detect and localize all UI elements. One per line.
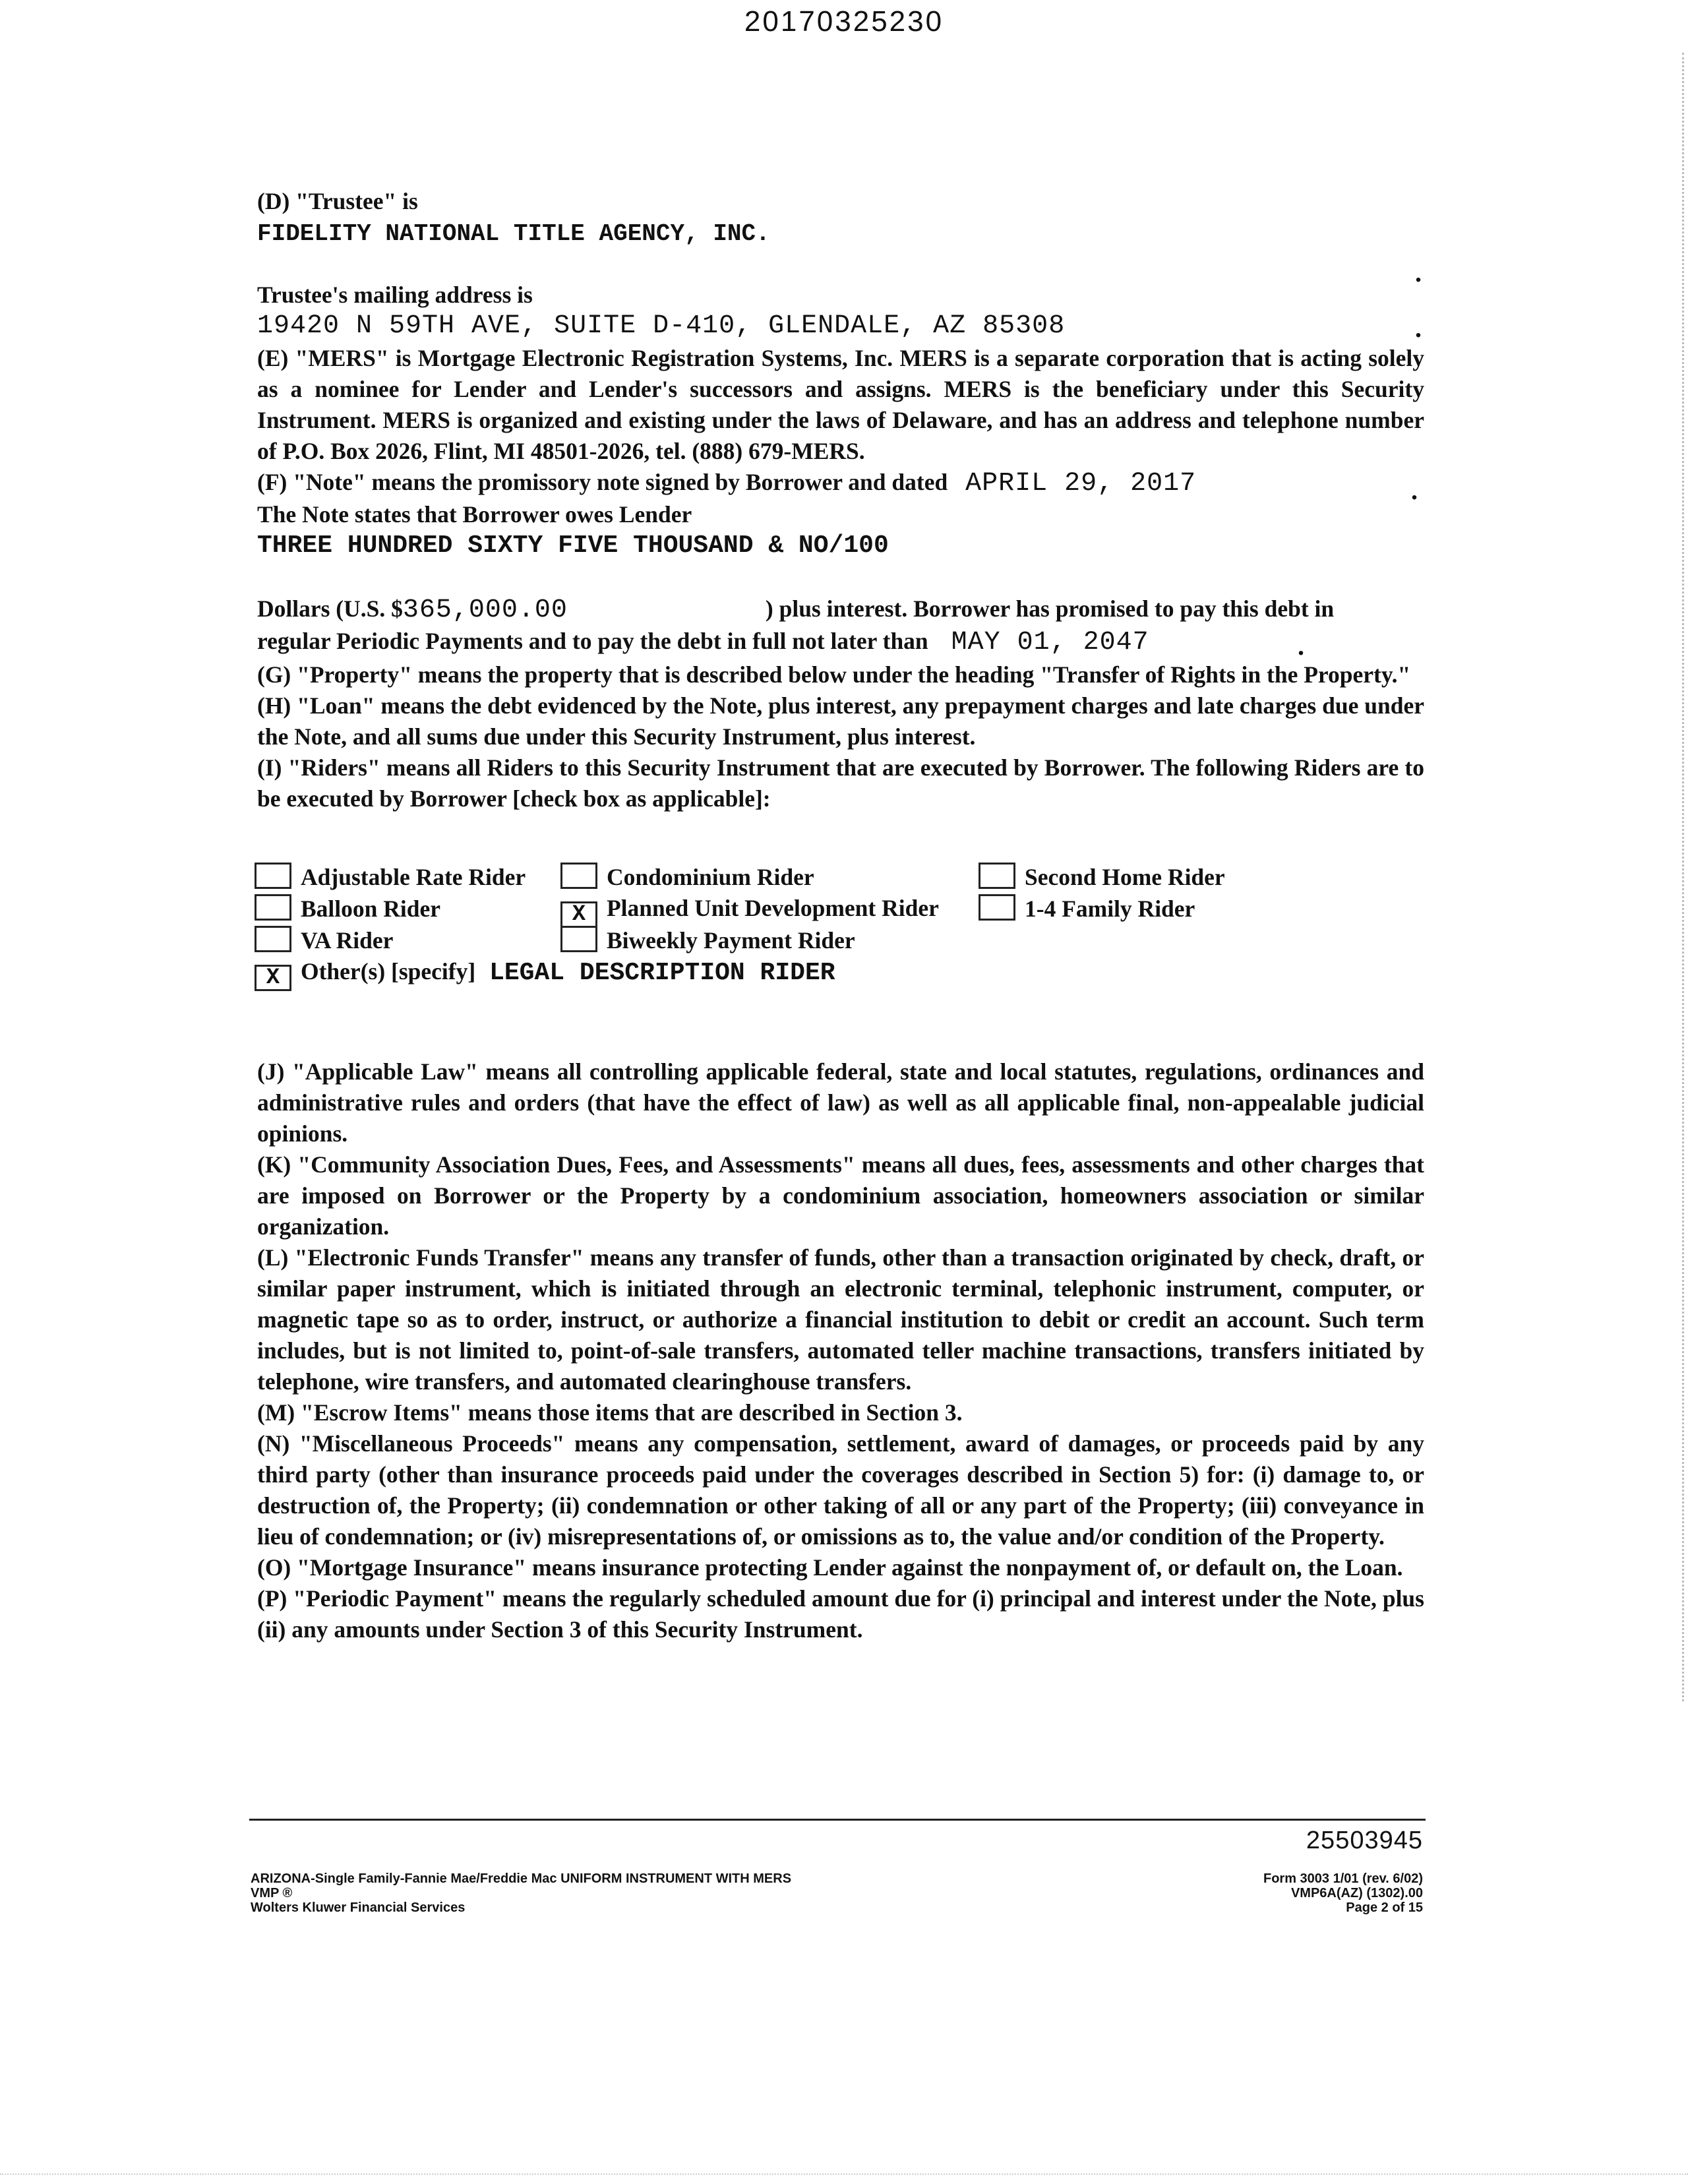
trail-dot: . xyxy=(1415,258,1422,288)
riders-definition: (I) "Riders" means all Riders to this Security Instrument that are executed by Borrower. The following Riders are to be executed by Borrower [check box as applicable]: xyxy=(257,754,1424,812)
definition-g-h-i xyxy=(257,659,1424,814)
other-rider-value: LEGAL DESCRIPTION RIDER xyxy=(489,959,835,987)
rider-label: Condominium Rider xyxy=(607,864,814,890)
note-amount: 365,000.00 xyxy=(402,595,568,625)
rider-label: VA Rider xyxy=(301,927,394,954)
rider-label: Balloon Rider xyxy=(301,895,441,922)
mers-definition: (E) "MERS" is Mortgage Electronic Registration Systems, Inc. MERS is a separate corporation that is acting solely as a nominee for Lender and Lender's successors and assigns. MERS is the beneficiary under this Security Instrument. MERS is organized and existing under the laws of Delaware, and has an address and telephone number of P.O. Box 2026, Flint, MI 48501-2026, tel. (888) 679-MERS. xyxy=(257,345,1424,464)
rider-label: Biweekly Payment Rider xyxy=(607,927,855,954)
footer-right-line3: Page 2 of 15 xyxy=(1346,1900,1423,1915)
definition-periodic-payment: (P) "Periodic Payment" means the regularly scheduled amount due for (i) principal and interest under the Note, plus (ii) any amounts under Section 3 of this Security Instrument. xyxy=(257,1585,1424,1643)
footer-right-line2: VMP6A(AZ) (1302).00 xyxy=(1290,1886,1423,1900)
note-owes-label: The Note states that Borrower owes Lender xyxy=(257,501,692,528)
note-date: APRIL 29, 2017 xyxy=(965,469,1197,499)
trail-dot: . xyxy=(1411,475,1418,505)
rider-adjustable-rate xyxy=(255,863,526,891)
checkbox-balloon[interactable] xyxy=(255,894,291,921)
scan-bottom-artifact xyxy=(0,2172,1688,2175)
rider-planned-unit xyxy=(560,894,939,928)
rider-condominium xyxy=(560,863,814,891)
scan-edge-artifact xyxy=(1679,53,1684,1701)
rider-label: 1-4 Family Rider xyxy=(1025,895,1195,922)
payments-label: regular Periodic Payments and to pay the debt in full not later than xyxy=(257,628,928,654)
rider-label: Other(s) [specify] xyxy=(301,958,476,985)
definition-miscellaneous-proceeds: (N) "Miscellaneous Proceeds" means any compensation, settlement, award of damages, or proceeds paid by any third party (other than insurance proceeds paid under the coverages described in Section 5) for: (i) damage to, or destruction of, the Property; (ii) condemnation or other taking of all or any part of the Property; (iii) conveyance in lieu of condemnation; or (iv) misrepresentations of, or omissions as to, the value and/or condition of the Property. xyxy=(257,1430,1424,1550)
definition-electronic-funds: (L) "Electronic Funds Transfer" means any transfer of funds, other than a transaction originated by check, draft, or similar paper instrument, which is initiated through an electronic terminal, telephonic instrument, computer, or magnetic tape so as to order, instruct, or authorize a financial institution to debit or credit an account. Such term includes, but is not limited to, point-of-sale transfers, automated teller machine transactions, transfers initiated by telephone, wire transfers, and automated clearinghouse transfers. xyxy=(257,1244,1424,1395)
footer-right-line1: Form 3003 1/01 (rev. 6/02) xyxy=(1263,1871,1423,1886)
rider-label: Adjustable Rate Rider xyxy=(301,864,526,890)
loan-definition: (H) "Loan" means the debt evidenced by the Note, plus interest, any prepayment charges and late charges due under the Note, and all sums due under this Security Instrument, plus interest. xyxy=(257,692,1424,750)
note-label: (F) "Note" means the promissory note signed by Borrower and dated xyxy=(257,469,948,495)
trustee-address: 19420 N 59TH AVE, SUITE D-410, GLENDALE, AZ 85308 xyxy=(257,311,1066,341)
note-section xyxy=(257,467,1424,561)
footer-right xyxy=(1263,1871,1423,1915)
trustee-name: FIDELITY NATIONAL TITLE AGENCY, INC. xyxy=(257,220,770,247)
footer-left xyxy=(251,1871,791,1915)
dollars-label: Dollars (U.S. $ xyxy=(257,595,403,622)
rider-one-four-family xyxy=(979,894,1195,923)
definition-mortgage-insurance: (O) "Mortgage Insurance" means insurance protecting Lender against the nonpayment of, or default on, the Loan. xyxy=(257,1554,1403,1581)
checkbox-biweekly[interactable] xyxy=(560,926,597,952)
trail-dot: . xyxy=(1298,631,1304,661)
note-amount-words: THREE HUNDRED SIXTY FIVE THOUSAND & NO/100 xyxy=(257,531,889,560)
footer-left-line3: Wolters Kluwer Financial Services xyxy=(251,1900,466,1915)
rider-label: Planned Unit Development Rider xyxy=(607,895,939,921)
footer-code: 25503945 xyxy=(1306,1827,1423,1854)
checkbox-condominium[interactable] xyxy=(560,863,597,889)
checkbox-second-home[interactable] xyxy=(979,863,1015,889)
maturity-date: MAY 01, 2047 xyxy=(951,628,1149,657)
definitions-list xyxy=(257,1056,1424,1645)
checkbox-va[interactable] xyxy=(255,926,291,952)
footer-left-line1: ARIZONA-Single Family-Fannie Mae/Freddie Mac UNIFORM INSTRUMENT WITH MERS xyxy=(251,1871,792,1886)
trustee-label: (D) "Trustee" is xyxy=(257,188,418,214)
trustee-address-label: Trustee's mailing address is xyxy=(257,282,533,308)
document-number: 20170325230 xyxy=(744,5,944,38)
trustee-address-section xyxy=(257,280,1424,342)
rider-other xyxy=(255,957,835,991)
rider-label: Second Home Rider xyxy=(1025,864,1225,890)
definition-community-association: (K) "Community Association Dues, Fees, and Assessments" means all dues, fees, assessments and other charges that are imposed on Borrower or the Property by a condominium association, homeowners association or similar organization. xyxy=(257,1151,1424,1240)
plus-interest-text: ) plus interest. Borrower has promised to pay this debt in xyxy=(765,595,1335,622)
checkbox-one-four-family[interactable] xyxy=(979,894,1015,921)
footer-left-line2: VMP ® xyxy=(251,1886,293,1900)
trustee-section xyxy=(257,186,1424,249)
checkbox-planned-unit[interactable]: X xyxy=(560,901,597,928)
rider-balloon xyxy=(255,894,440,923)
footer-divider xyxy=(249,1819,1426,1821)
checkbox-adjustable-rate[interactable] xyxy=(255,863,291,889)
checkbox-other[interactable]: X xyxy=(255,965,291,991)
rider-second-home xyxy=(979,863,1225,891)
definition-applicable-law: (J) "Applicable Law" means all controlling applicable federal, state and local statutes, regulations, ordinances and administrative rules and orders (that have the effect of law) as well as all applicable final, non-appealable judicial opinions. xyxy=(257,1058,1424,1147)
property-definition: (G) "Property" means the property that is described below under the heading "Transfer of Rights in the Property." xyxy=(257,661,1411,688)
rider-biweekly xyxy=(560,926,855,954)
rider-va xyxy=(255,926,393,954)
trail-dot: . xyxy=(1415,313,1422,343)
definition-escrow-items: (M) "Escrow Items" means those items that are described in Section 3. xyxy=(257,1399,963,1426)
dollars-section xyxy=(257,593,1424,658)
